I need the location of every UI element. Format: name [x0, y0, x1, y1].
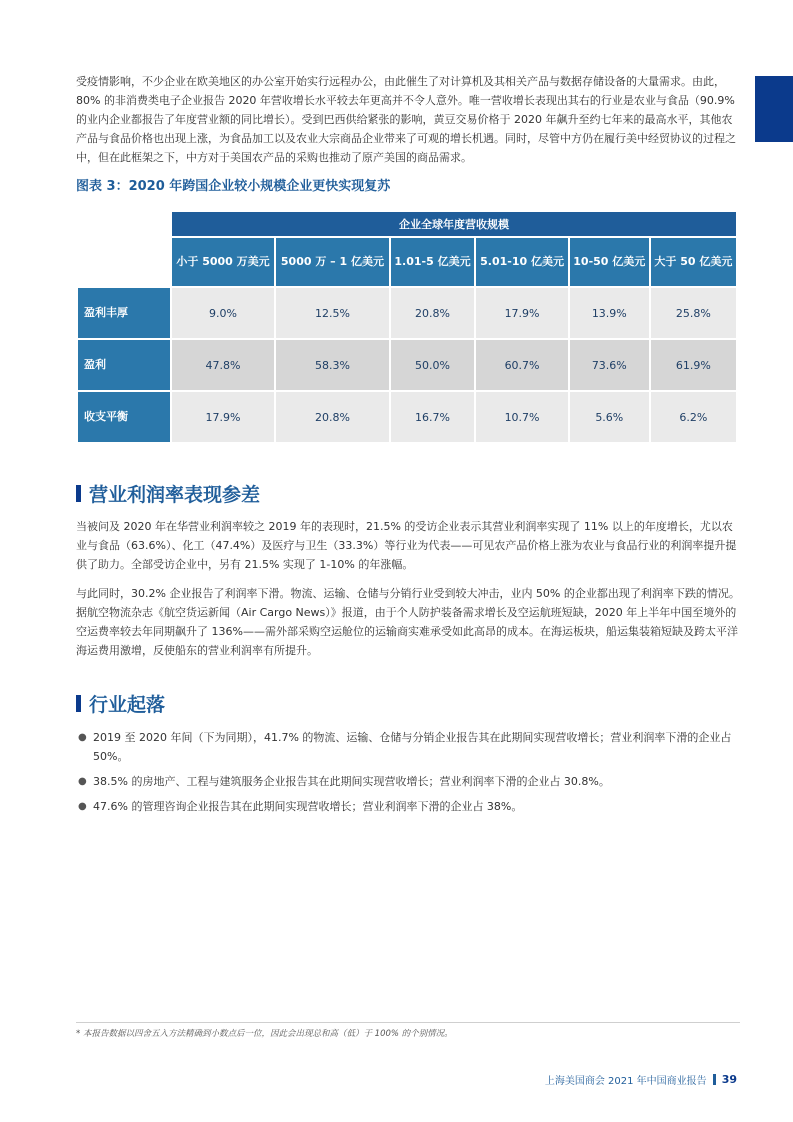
list-item-text: 38.5% 的房地产、工程与建筑服务企业报告其在此期间实现营收增长；营业利润率下滑的企业占 30.8%。 — [93, 775, 610, 788]
section-side-tab — [755, 76, 793, 142]
heading-bar-icon — [76, 695, 81, 712]
bullet-dot-icon: ● — [78, 776, 87, 787]
heading-bar-icon — [76, 485, 81, 502]
margins-paragraph-1: 当被问及 2020 年在华营业利润率较之 2019 年的表现时，21.5% 的受访企业表示其营业利润率实现了 11% 以上的年度增长，尤以农业与食品（63.6%）、化工（47.4%）及医疗与卫生（33.3%）等行业为代表——可见农产品价格上涨为农业与食品行业的利润率提升提供了助力。全部受访企业中，另有 21.5% 实现了 1-10% 的年涨幅。 — [76, 520, 737, 571]
table-cell: 61.9% — [651, 340, 736, 390]
footnote: * 本报告数据以四舍五入方法精确到小数点后一位，因此会出现总和高（低）于 100% 的个别情况。 — [76, 1029, 453, 1039]
row-header: 盈利 — [78, 340, 170, 390]
table-cell: 73.6% — [570, 340, 649, 390]
section-heading-margins — [76, 480, 260, 507]
industry-bullet-list — [76, 728, 740, 822]
footer-report-title: 上海美国商会 2021 年中国商业报告 — [544, 1076, 707, 1087]
table-row — [78, 392, 736, 442]
list-item — [76, 797, 740, 816]
table-cell: 20.8% — [276, 392, 389, 442]
list-item — [76, 728, 740, 766]
table-cell: 5.6% — [570, 392, 649, 442]
page-footer — [545, 1072, 737, 1087]
table-row — [78, 288, 736, 338]
table-cell: 13.9% — [570, 288, 649, 338]
section-heading-text: 行业起落 — [89, 694, 166, 716]
section-heading-industry — [76, 690, 165, 717]
table-cell: 6.2% — [651, 392, 736, 442]
table-cell: 60.7% — [476, 340, 568, 390]
bullet-dot-icon: ● — [78, 801, 87, 812]
table-cell: 17.9% — [476, 288, 568, 338]
footer-separator — [713, 1074, 716, 1085]
column-header: 5000 万 – 1 亿美元 — [276, 238, 389, 286]
table-cell: 12.5% — [276, 288, 389, 338]
table-corner — [78, 212, 170, 236]
list-item-text: 47.6% 的管理咨询企业报告其在此期间实现营收增长；营业利润率下滑的企业占 38%。 — [93, 800, 523, 813]
page-number: 39 — [721, 1073, 737, 1086]
column-header: 5.01-10 亿美元 — [476, 238, 568, 286]
footnote-divider — [76, 1022, 740, 1023]
table-cell: 58.3% — [276, 340, 389, 390]
row-header: 盈利丰厚 — [78, 288, 170, 338]
section-heading-text: 营业利润率表现参差 — [89, 484, 261, 506]
revenue-size-table — [76, 210, 738, 444]
table-corner — [78, 238, 170, 286]
margins-paragraph-2: 与此同时，30.2% 企业报告了利润率下滑。物流、运输、仓储与分销行业受到较大冲击，业内 50% 的企业都出现了利润率下跌的情况。据航空物流杂志《航空货运新闻（Air Cargo News）》报道，由于个人防护装备需求增长及空运航班短缺，2020 年上半年中国至境外的空运费率较去年同期飙升了 136%——需外部采购空运舱位的运输商实难承受如此高昂的成本。在海运板块，船运集装箱短缺及跨太平洋海运费用激增，反使船东的营业利润率有所提升。 — [76, 587, 740, 657]
table-cell: 10.7% — [476, 392, 568, 442]
intro-paragraph: 受疫情影响，不少企业在欧美地区的办公室开始实行远程办公，由此催生了对计算机及其相关产品与数据存储设备的大量需求。由此，80% 的非消费类电子企业报告 2020 年营收增长水平较去年更高并不令人意外。唯一营收增长表现出其右的行业是农业与食品（90.9% 的业内企业都报告了年度营业额的同比增长）。受到巴西供给紧张的影响，黄豆交易价格于 2020 年飙升至约七年来的最高水平，其他农产品与食品价格也出现上涨，为食品加工以及农业大宗商品企业带来了可观的增长机遇。同时，尽管中方仍在履行美中经贸协议的过程之中，但在此框架之下，中方对于美国农产品的采购也推动了原产美国的商品需求。 — [76, 75, 736, 164]
table-cell: 25.8% — [651, 288, 736, 338]
column-header: 大于 50 亿美元 — [651, 238, 736, 286]
list-item — [76, 772, 740, 791]
list-item-text: 2019 至 2020 年间（下为同期），41.7% 的物流、运输、仓储与分销企业报告其在此期间实现营收增长；营业利润率下滑的企业占 50%。 — [93, 731, 732, 763]
column-header: 1.01-5 亿美元 — [391, 238, 474, 286]
table-cell: 20.8% — [391, 288, 474, 338]
table-cell: 9.0% — [172, 288, 274, 338]
row-header: 收支平衡 — [78, 392, 170, 442]
table-row — [78, 340, 736, 390]
column-header: 小于 5000 万美元 — [172, 238, 274, 286]
table-cell: 17.9% — [172, 392, 274, 442]
table-group-header: 企业全球年度营收规模 — [172, 212, 736, 236]
figure-title: 图表 3：2020 年跨国企业较小规模企业更快实现复苏 — [76, 179, 391, 194]
bullet-dot-icon: ● — [78, 732, 87, 743]
table-cell: 50.0% — [391, 340, 474, 390]
table-cell: 47.8% — [172, 340, 274, 390]
column-header: 10-50 亿美元 — [570, 238, 649, 286]
table-cell: 16.7% — [391, 392, 474, 442]
